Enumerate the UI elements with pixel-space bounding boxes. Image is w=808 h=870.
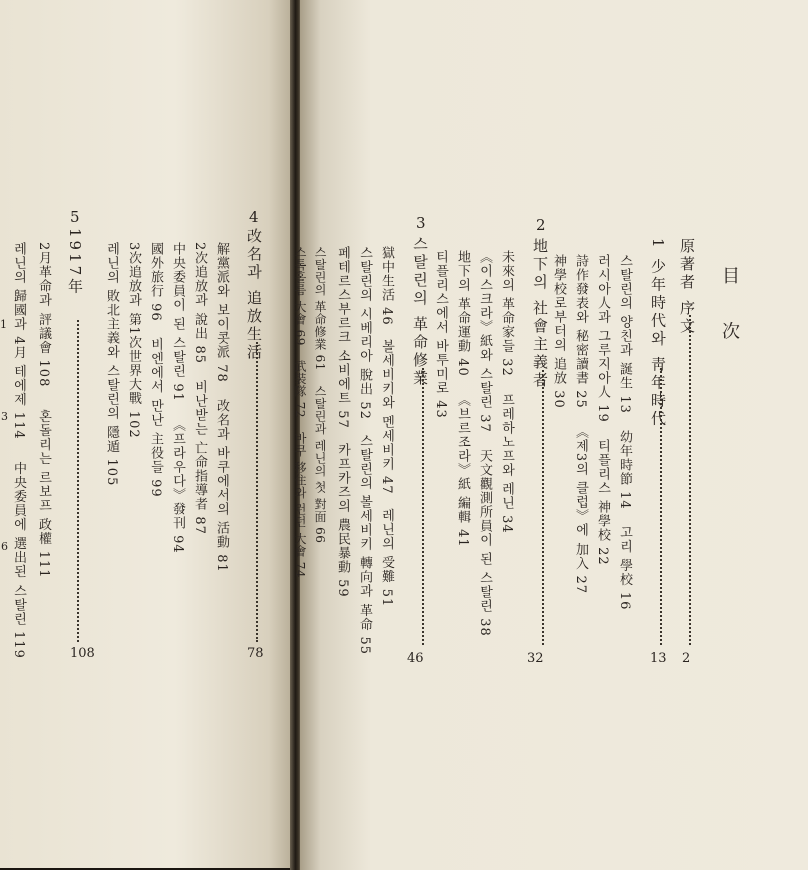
chapter-4-title: 改名과 追放生活 <box>245 228 263 362</box>
ch2-line-3: 地下의 革命運動 40《브르조라》紙 編輯 41 <box>455 250 470 548</box>
chapter-5-number: 5 <box>70 208 80 226</box>
ch1-line-4: 神學校로부터의 追放 30 <box>551 254 566 409</box>
ch3-line-4: 스탈린의 革命修業 61스탈린과 레닌의 첫 對面 66 <box>313 246 327 544</box>
toc-title: 目 次 <box>719 266 740 356</box>
intro-page: 2 <box>682 651 691 666</box>
ch2-line-2: 《이스크라》紙와 스탈린 37天文觀測所員이 된 스탈린 38 <box>477 250 492 637</box>
ch4-line-4: 國外旅行 96비엔에서 만난 主役들 99 <box>148 242 163 498</box>
chapter-4-leader-dots <box>256 342 258 642</box>
chapter-2-title: 地下의 社會主義者 <box>531 238 549 390</box>
ch4-line-6: 레닌의 敗北主義와 스탈린의 隱遁 105 <box>104 242 119 487</box>
right-page <box>293 0 808 870</box>
chapter-4-number: 4 <box>249 208 259 226</box>
ch1-line-2: 러시아人과 그루지아人 19티플리스 神學校 22 <box>595 254 610 566</box>
left-page <box>0 0 292 868</box>
ch1-line-3: 詩作發表와 秘密讀書 25《제3의 클럽》에 加入 27 <box>573 254 588 595</box>
ch3-line-3: 페테르스부르크 소비에트 57카프카즈의 農民暴動 59 <box>335 246 350 598</box>
intro-label: 原著者 序文 <box>678 238 696 336</box>
ch3-line-1: 獄中生活 46볼세비키와 멘세비키 47레닌의 受難 51 <box>379 246 394 608</box>
ch4-line-1: 解黨派와 보이콧派 78改名과 바쿠에서의 活動 81 <box>214 242 229 573</box>
ch3-line-2: 스탈린의 시베리아 脫出 52스탈린의 볼세비키 轉向과 革命 55 <box>357 246 372 656</box>
ch2-line-4: 티플리스에서 바투미로 43 <box>433 250 448 419</box>
ch5-line-2: 레닌의 歸國과 4月 테에제 114中央委員에 選出된 스탈린 119 <box>11 242 26 659</box>
chapter-2-number: 2 <box>536 216 546 234</box>
ch4-line-2: 2次追放과 說出 85비난받는 亡命指導者 87 <box>192 242 207 535</box>
chapter-3-leader-dots <box>422 368 424 645</box>
chapter-5-page: 108 <box>70 646 95 661</box>
chapter-1-leader-dots <box>660 368 662 645</box>
edge-fragment-3: 6 <box>1 540 8 553</box>
ch4-line-3: 中央委員이 된 스탈린 91《프라우다》發刊 94 <box>170 242 185 554</box>
chapter-1-page: 13 <box>650 651 667 666</box>
chapter-5-leader-dots <box>77 320 79 642</box>
chapter-3-page: 46 <box>407 651 424 666</box>
chapter-3-number: 3 <box>416 214 426 232</box>
chapter-4-page: 78 <box>247 646 264 661</box>
chapter-2-page: 32 <box>527 651 544 666</box>
ch4-line-5: 3次追放과 第1次世界大戰 102 <box>126 242 141 439</box>
chapter-2-leader-dots <box>542 370 544 645</box>
intro-leader-dots <box>689 315 691 645</box>
ch1-line-1: 스탈린의 양친과 誕生 13幼年時節 14고리 學校 16 <box>617 254 632 611</box>
chapter-1-heading: 1少年時代와 靑年時代 <box>649 238 667 429</box>
chapter-3-title: 스탈린의 革命修業 <box>411 236 429 388</box>
ch5-line-1: 2月革命과 評議會 108혼돌리는 르보프 政權 111 <box>36 242 51 579</box>
edge-fragment-2: 3 <box>1 410 8 423</box>
ch2-line-1: 未來의 革命家들 32프레하노프와 레닌 34 <box>499 250 514 534</box>
edge-fragment-1: 1 <box>0 318 7 331</box>
chapter-5-title: 1917年 <box>66 228 84 297</box>
ch3-line-5: 스톡홀름 大會 69武裝隊 72바쿠 移住와 런던 大會 74 <box>293 246 307 579</box>
